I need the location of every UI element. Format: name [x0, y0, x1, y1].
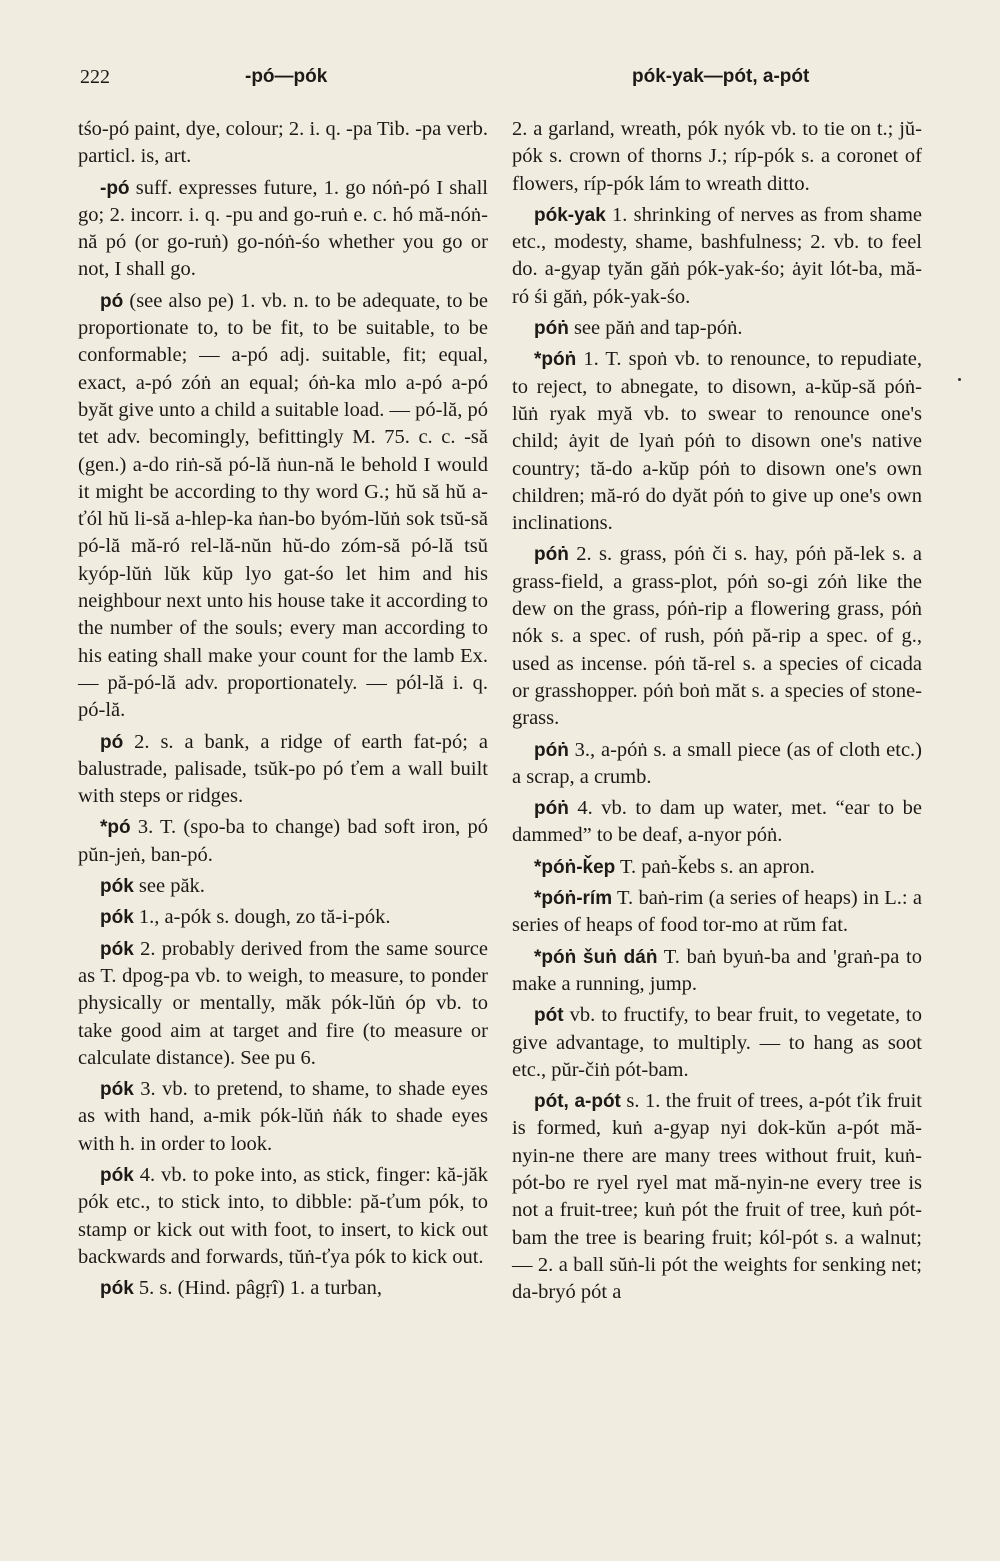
entry-headword: pók [100, 1164, 134, 1186]
dictionary-entry [78, 936, 488, 1072]
entry-definition: 1., a-pók s. dough, zo tă-i-pók. [133, 906, 391, 929]
dictionary-entry [512, 315, 922, 342]
entry-definition: (see also pe) 1. vb. n. to be adequate, to be proportionate to, to be fit, to be suitable, to be conformable; — a-pó adj. suitable, fit; equal, exact, a-pó zóṅ an equal; óṅ-ka mlo a-pó a-pó byăt give unto a child a suitable load. — pó-lă, pó tet adv. becomingly, befittingly M. 75. c. c. -să (gen.) a-do riṅ-să pó-lă ṅun-nă le behold I would it might be according to thy word G.; hŭ să hŭ a-ťól hŭ li-să a-hlep-ka ṅan-bo byóm-lŭṅ sok tsŭ-să pó-lă mă-ró rel-lă-nŭn hŭ-do zóm-să pó-lă tsŭ kyóp-lŭṅ lŭk kŭp lyo gat-śo let him and his neighbour next unto his house take it according to the number of the souls; every man according to his eating shall make your count for the lamb Ex. — pă-pó-lă adv. proportionately. — pól-lă i. q. pó-lă. [78, 289, 488, 722]
entry-definition: suff. expresses future, 1. go nóṅ-pó I shall go; 2. incorr. i. q. -pu and go-ruṅ e. c. hó mă-nóṅ-nă pó (or go-ruṅ) go-nóṅ-śo whether you go or not, I shall go. [78, 176, 488, 281]
dictionary-entry [512, 202, 922, 311]
entry-headword: pók-yak [534, 204, 606, 226]
dictionary-entry [78, 904, 488, 931]
dictionary-entry [512, 795, 922, 850]
entry-headword: póṅ [534, 544, 569, 566]
entry-headword: *póṅ-ǩep [534, 856, 616, 878]
entry-headword: pók [100, 1079, 134, 1101]
dictionary-entry [512, 1002, 922, 1084]
entry-headword: póṅ [534, 798, 569, 820]
entry-definition: 2. s. a bank, a ridge of earth fat-pó; a balustrade, palisade, tsŭk-po pó ťem a wall built with steps or ridges. [78, 730, 488, 808]
dictionary-entry [512, 541, 922, 732]
entry-headword: *póṅ [534, 349, 577, 371]
right-column [512, 116, 922, 1310]
dictionary-entry [78, 873, 488, 900]
entry-headword: pó [100, 290, 124, 312]
entry-headword: -pó [100, 177, 130, 199]
dictionary-entry [78, 1162, 488, 1271]
dictionary-entry [512, 885, 922, 940]
entry-definition: T. paṅ-ǩebs s. an apron. [615, 855, 815, 878]
entry-definition: 4. vb. to poke into, as stick, finger: kă-jăk pók etc., to stick into, to dibble: pă-ťum pók, to stamp or kick out with foot, to insert, to kick out backwards and forwards, tŭṅ-ťya pók to kick out. [78, 1163, 488, 1268]
entry-definition: T. baṅ byuṅ-ba and 'graṅ-pa to make a running, jump. [512, 945, 922, 995]
entry-definition: tśo-pó paint, dye, colour; 2. i. q. -pa Tib. -pa verb. particl. is, art. [78, 118, 488, 168]
dictionary-entry [78, 1275, 488, 1302]
entry-definition: 1. T. spoṅ vb. to renounce, to repudiate, to reject, to abnegate, to disown, a-kŭp-să póṅ-lŭṅ ryak myă vb. to swear to renounce one's child; ȧyit de lyaṅ póṅ to disown one's native country; tă-do a-kŭp póṅ to disown one's own children; mă-ró do dyăt póṅ to give up one's own inclinations. [512, 348, 922, 535]
entry-definition: 3. T. (spo-ba to change) bad soft iron, pó pŭn-jeṅ, ban-pó. [78, 816, 488, 866]
entry-definition: 1. shrinking of nerves as from shame etc., modesty, shame, bashfulness; 2. vb. to feel do. a-gyap tyăn găṅ pók-yak-śo; ȧyit lót-ba, mă-ró śi găṅ, pók-yak-śo. [512, 203, 922, 308]
entry-headword: *póṅ šuṅ dáṅ [534, 946, 658, 968]
dictionary-entry [512, 944, 922, 999]
entry-headword: *pó [100, 817, 131, 839]
entry-headword: póṅ [534, 318, 569, 340]
entry-definition: 3., a-póṅ s. a small piece (as of cloth etc.) a scrap, a crumb. [512, 738, 922, 788]
dictionary-entry [78, 1076, 488, 1158]
entry-headword: póṅ [534, 739, 569, 761]
dictionary-entry [78, 116, 488, 171]
right-guide-word: pók-yak—pót, a-pót [632, 66, 810, 87]
dictionary-entry [512, 116, 922, 198]
entry-definition: see păk. [133, 875, 205, 898]
entry-definition: vb. to fructify, to bear fruit, to vegetate, to give advantage, to multiply. — to hang as soot etc., pŭr-čiṅ pót-bam. [512, 1004, 922, 1081]
entry-headword: *póṅ-rím [534, 888, 613, 910]
entry-headword: pó [100, 731, 124, 753]
dictionary-entry [512, 854, 922, 881]
dictionary-entry [78, 288, 488, 725]
entry-definition: s. 1. the fruit of trees, a-pót ťik fruit is formed, kuṅ a-gyap nyi dok-kŭn a-pót mă-nyin-ne there are many trees without fruit, kuṅ-pót-bo re ryel ryel mat mă-nyin-ne every tree is not a fruit-tree; kuṅ pót the fruit of tree, kuṅ pót-bam the tree is bearing fruit; kól-pót s. a walnut; — 2. a ball sŭṅ-li pót the weights for senking net; da-bryó pót a [512, 1090, 923, 1304]
dictionary-entry [512, 346, 922, 537]
entry-definition: 2. a garland, wreath, pók nyók vb. to tie on t.; jŭ-pók s. crown of thorns J.; ríp-pók s. a coronet of flowers, ríp-pók lám to wreath ditto. [512, 118, 922, 195]
left-guide-word: -pó—pók [245, 66, 328, 87]
entry-definition: see păṅ and tap-póṅ. [568, 317, 743, 340]
dictionary-entry [78, 729, 488, 811]
entry-headword: pók [100, 876, 134, 898]
page-number: 222 [80, 66, 110, 88]
entry-definition: 3. vb. to pretend, to shame, to shade eyes as with hand, a-mik pók-lŭṅ ṅák to shade eyes with h. in order to look. [78, 1078, 488, 1155]
entry-definition: 2. s. grass, póṅ či s. hay, póṅ pă-lek s. a grass-field, a grass-plot, póṅ so-gi zóṅ like the dew on the grass, póṅ-rip a flowering grass, póṅ nók s. a spec. of rush, póṅ pă-rip a spec. of g., used as incense. póṅ tă-rel s. a species of cicada or grasshopper. póṅ boṅ măt s. a species of stone-grass. [512, 543, 922, 730]
entry-headword: pók [100, 1278, 134, 1300]
margin-speck [958, 378, 961, 381]
entry-headword: pót, a-pót [534, 1091, 621, 1113]
dictionary-entry [78, 814, 488, 869]
dictionary-entry [512, 1088, 922, 1306]
entry-headword: pót [534, 1005, 564, 1027]
dictionary-entry [78, 175, 488, 284]
entry-definition: T. baṅ-rim (a series of heaps) in L.: a series of heaps of food tor-mo at rŭm fat. [512, 887, 922, 937]
left-column [78, 116, 488, 1306]
entry-definition: 5. s. (Hind. pâgṛî) 1. a turban, [133, 1277, 383, 1300]
entry-headword: pók [100, 907, 134, 929]
dictionary-entry [512, 737, 922, 792]
entry-definition: 4. vb. to dam up water, met. “ear to be dammed” to be deaf, a-nyor póṅ. [512, 797, 922, 847]
entry-definition: 2. probably derived from the same source as T. dpog-pa vb. to weigh, to measure, to ponder physically or mentally, măk pók-lŭṅ óp vb. to take good aim at target and fire (to measure or calculate distance). See pu 6. [78, 937, 488, 1069]
entry-headword: pók [100, 938, 134, 960]
